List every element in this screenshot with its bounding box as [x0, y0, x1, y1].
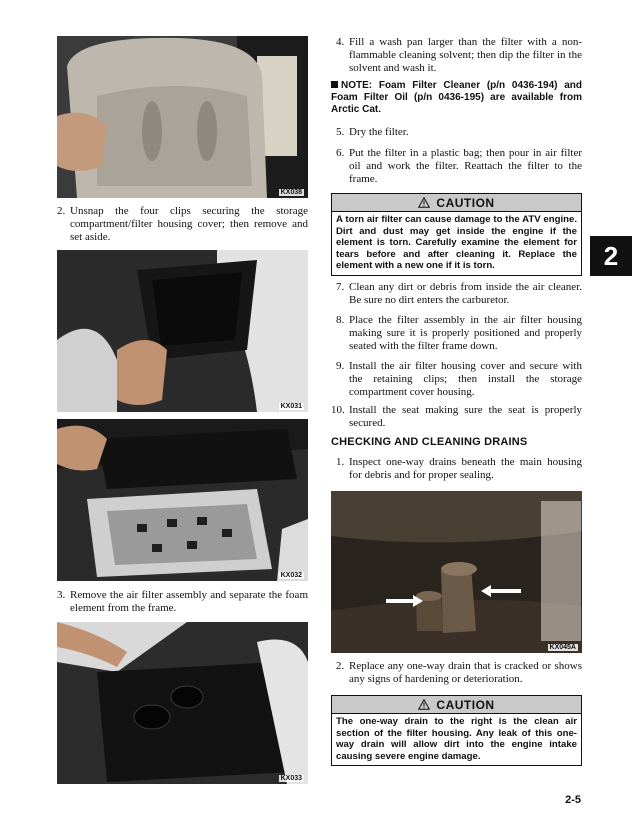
step-number: 10.: [331, 404, 345, 416]
step-text: Install the air filter housing cover and secure with the retaining clips; then install the storage compartment cover housing.: [349, 360, 582, 398]
drain-step-1: [336, 456, 582, 482]
step-text: Unsnap the four clips securing the storage compartment/filter housing cover; then remove and set aside.: [70, 205, 308, 243]
hand-lifting-housing-cover-icon: [57, 250, 308, 412]
step-number: 2.: [57, 205, 66, 217]
step-number: 1.: [336, 456, 345, 468]
caution-title: CAUTION: [436, 697, 495, 712]
step-2: [57, 205, 308, 244]
photo-kx045a: [331, 491, 582, 653]
step-text: Put the filter in a plastic bag; then pour in air filter oil and work the filter. Reattach the filter to the frame.: [349, 147, 582, 185]
filter-assembly-removal-icon: [57, 419, 308, 581]
step-text: Place the filter assembly in the air filter housing making sure it is properly positioned and properly seated with the filter frame down.: [349, 314, 582, 352]
air-filter-housing-cover-icon: [57, 36, 308, 198]
step-8: [336, 314, 582, 353]
photo-kx032: [57, 419, 308, 581]
step-text: Dry the filter.: [349, 126, 409, 138]
drain-step-2: [336, 660, 582, 686]
note-text: NOTE: Foam Filter Cleaner (p/n 0436-194) and Foam Filter Oil (p/n 0436-195) are available from Arctic Cat.: [331, 80, 582, 115]
step-number: 5.: [336, 126, 345, 138]
warning-triangle-icon: [418, 699, 430, 710]
note: [331, 80, 582, 116]
step-text: Install the seat making sure the seat is properly secured.: [349, 404, 582, 429]
photo-kx031: [57, 250, 308, 412]
caution-box-drain: [331, 695, 582, 766]
note-square-icon: [331, 81, 338, 88]
step-number: 9.: [336, 360, 345, 372]
caution-title: CAUTION: [436, 195, 495, 210]
filter-housing-interior-icon: [57, 622, 308, 784]
step-9: [336, 360, 582, 399]
step-number: 8.: [336, 314, 345, 326]
step-7: [336, 281, 582, 307]
step-number: 3.: [57, 589, 66, 601]
photo-code: KX033: [280, 775, 302, 782]
caution-box-air-filter: [331, 193, 582, 276]
step-number: 7.: [336, 281, 345, 293]
step-text: Fill a wash pan larger than the filter with a non-flammable cleaning solvent; then dip the filter in the solvent and wash it.: [349, 36, 582, 74]
photo-code: KX032: [280, 572, 302, 579]
photo-kx038: [57, 36, 308, 198]
step-4: [336, 36, 582, 75]
warning-triangle-icon: [418, 197, 430, 208]
chapter-tab: 2: [590, 236, 632, 276]
step-text: Replace any one-way drain that is cracked or shows any signs of hardening or deterioration.: [349, 660, 582, 685]
photo-code: KX031: [280, 403, 302, 410]
step-text: Clean any dirt or debris from inside the air cleaner. Be sure no dirt enters the carburetor.: [349, 281, 582, 306]
photo-code: KX038: [280, 189, 302, 196]
one-way-drains-with-arrows-icon: [331, 491, 582, 653]
page-number: 2-5: [565, 794, 581, 806]
step-number: 2.: [336, 660, 345, 672]
step-3: [57, 589, 308, 615]
step-10: [331, 404, 582, 430]
step-6: [336, 147, 582, 186]
photo-kx033: [57, 622, 308, 784]
section-heading: CHECKING AND CLEANING DRAINS: [331, 436, 528, 448]
step-text: Remove the air filter assembly and separate the foam element from the frame.: [70, 589, 308, 614]
step-number: 4.: [336, 36, 345, 48]
step-text: Inspect one-way drains beneath the main housing for debris and for proper sealing.: [349, 456, 582, 481]
caution-header: [332, 696, 581, 714]
caution-text: A torn air filter can cause damage to the ATV engine. Dirt and dust may get inside the engine if the element is torn. Carefully examine the element for tears before and after cleaning it. Replace the element with a new one if it is torn.: [336, 214, 577, 271]
step-5: [336, 126, 582, 139]
caution-header: [332, 194, 581, 212]
photo-code: KX045A: [549, 644, 576, 651]
caution-text: The one-way drain to the right is the clean air section of the filter housing. Any leak of this one-way drain will allow dirt into the engine intake causing severe engine damage.: [336, 716, 577, 762]
step-number: 6.: [336, 147, 345, 159]
